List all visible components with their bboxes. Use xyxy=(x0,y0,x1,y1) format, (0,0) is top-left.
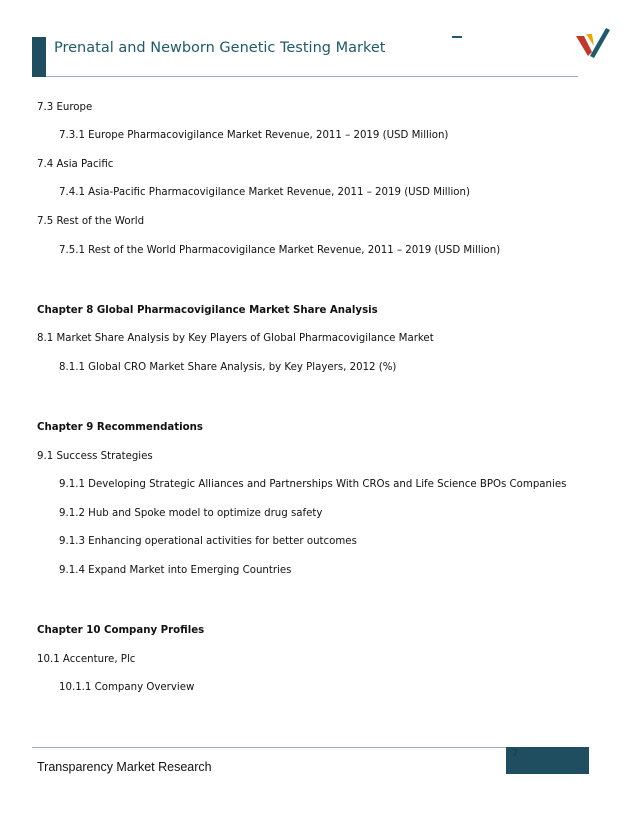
toc-entry: 9.1.2 Hub and Spoke model to optimize drug safety xyxy=(59,508,323,519)
footer-page-box xyxy=(506,747,589,774)
page-header-title: Prenatal and Newborn Genetic Testing Market xyxy=(54,40,386,56)
footer-divider xyxy=(32,747,588,748)
toc-entry: 8.1.1 Global CRO Market Share Analysis, by Key Players, 2012 (%) xyxy=(59,362,397,373)
toc-entry: 7.5 Rest of the World xyxy=(37,216,145,227)
toc-entry: 9.1 Success Strategies xyxy=(37,451,153,462)
footer-company: Transparency Market Research xyxy=(37,760,212,774)
page-number: 7 xyxy=(512,748,519,759)
toc-entry: 9.1.3 Enhancing operational activities for better outcomes xyxy=(59,536,357,547)
toc-entry: 10.1.1 Company Overview xyxy=(59,682,195,693)
toc-entry: 7.4 Asia Pacific xyxy=(37,159,114,170)
toc-entry: 7.3 Europe xyxy=(37,102,93,113)
toc-entry: 9.1.1 Developing Strategic Alliances and Partnerships With CROs and Life Science BPOs Companies xyxy=(59,479,567,490)
toc-chapter-heading: Chapter 8 Global Pharmacovigilance Market Share Analysis xyxy=(37,305,378,316)
toc-chapter-heading: Chapter 10 Company Profiles xyxy=(37,625,205,636)
toc-entry: 7.3.1 Europe Pharmacovigilance Market Revenue, 2011 – 2019 (USD Million) xyxy=(59,130,449,141)
toc-entry: 10.1 Accenture, Plc xyxy=(37,654,136,665)
toc-entry: 7.4.1 Asia-Pacific Pharmacovigilance Market Revenue, 2011 – 2019 (USD Million) xyxy=(59,187,470,198)
toc-entry: 9.1.4 Expand Market into Emerging Countries xyxy=(59,565,292,576)
toc-entry: 8.1 Market Share Analysis by Key Players of Global Pharmacovigilance Market xyxy=(37,333,434,344)
toc-chapter-heading: Chapter 9 Recommendations xyxy=(37,422,203,433)
toc-entry: 7.5.1 Rest of the World Pharmacovigilance Market Revenue, 2011 – 2019 (USD Million) xyxy=(59,245,501,256)
